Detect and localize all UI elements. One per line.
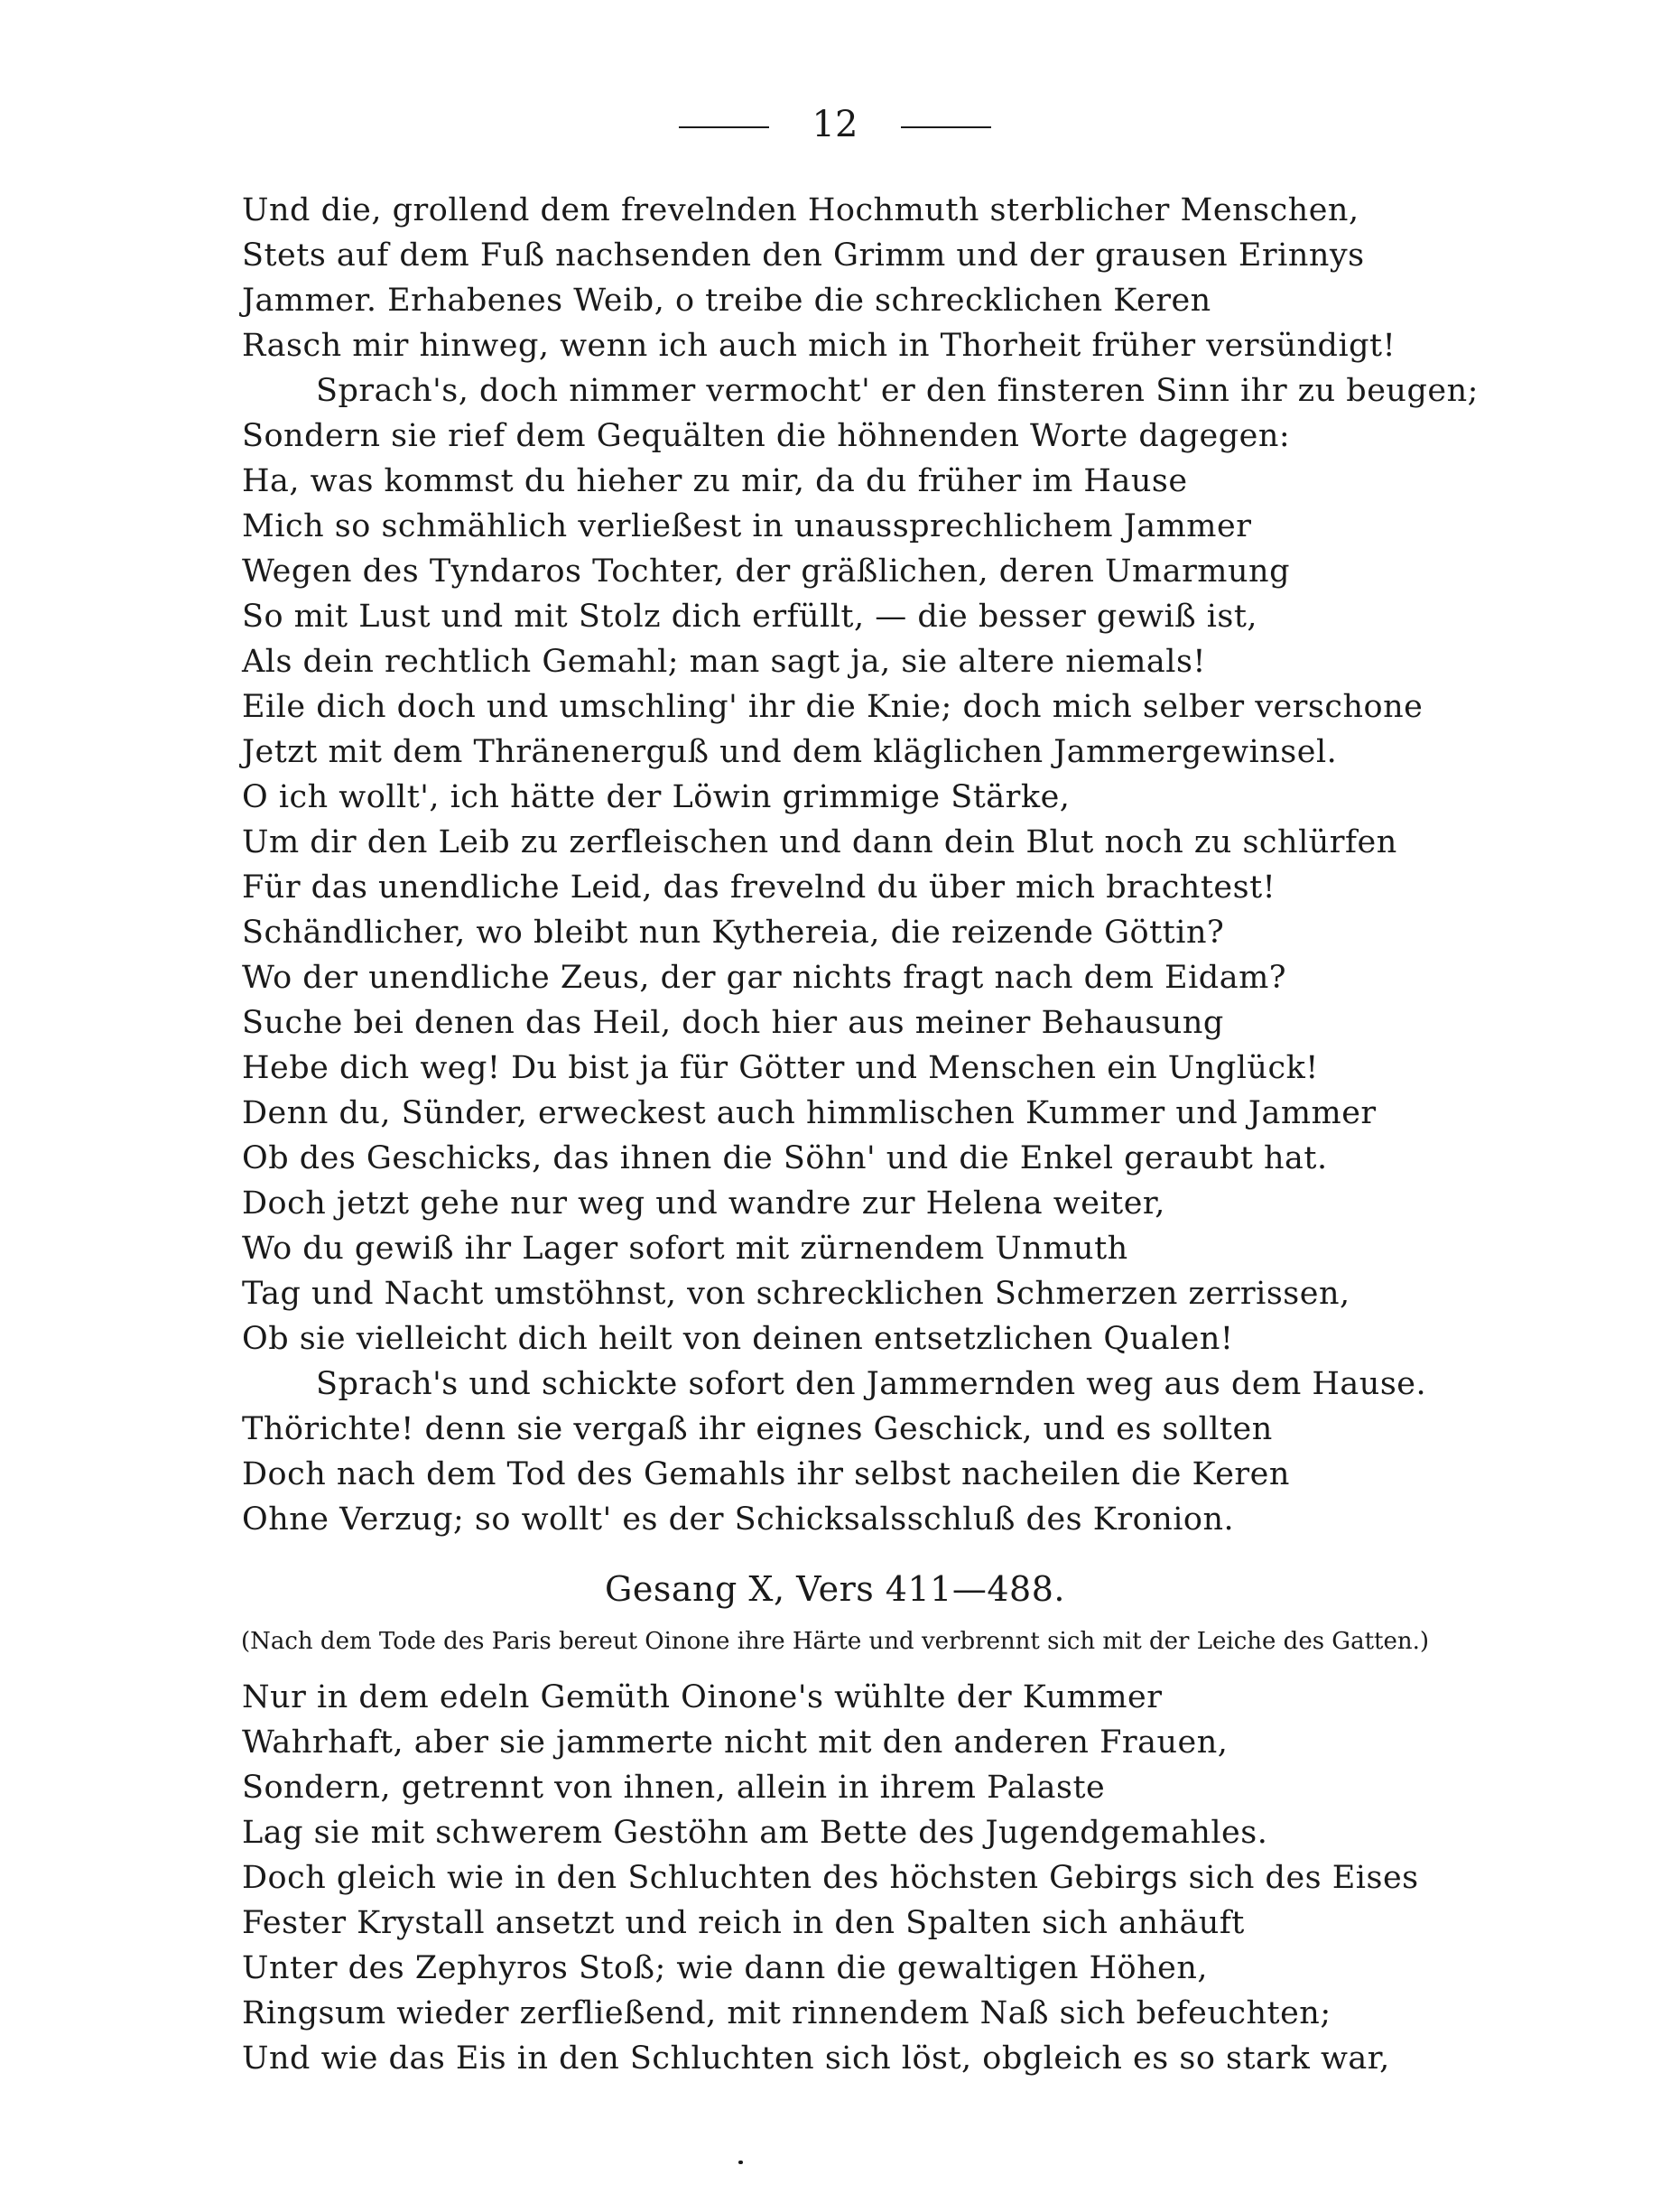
verse-line: Sondern sie rief dem Gequälten die höhnenden Worte dagegen: bbox=[242, 418, 1291, 454]
verse-line: Um dir den Leib zu zerfleischen und dann dein Blut noch zu schlürfen bbox=[242, 824, 1397, 860]
verse-line: Für das unendliche Leid, das frevelnd du über mich brachtest! bbox=[242, 869, 1276, 906]
verse-line: Und wie das Eis in den Schluchten sich löst, obgleich es so stark war, bbox=[242, 2040, 1390, 2077]
verse-line: Suche bei denen das Heil, doch hier aus meiner Behausung bbox=[242, 1005, 1224, 1041]
section-summary-note: (Nach dem Tode des Paris bereut Oinone ihre Härte und verbrennt sich mit der Leiche des Gatten.) bbox=[240, 1628, 1430, 1655]
verse-line: Tag und Nacht umstöhnst, von schrecklichen Schmerzen zerrissen, bbox=[242, 1276, 1350, 1312]
verse-line: Wo du gewiß ihr Lager sofort mit zürnendem Unmuth bbox=[242, 1231, 1128, 1267]
verse-line: Eile dich doch und umschling' ihr die Knie; doch mich selber verschone bbox=[242, 689, 1424, 725]
verse-line: Fester Krystall ansetzt und reich in den Spalten sich anhäuft bbox=[242, 1905, 1245, 1941]
verse-line: Ob des Geschicks, das ihnen die Söhn' und die Enkel geraubt hat. bbox=[242, 1140, 1328, 1176]
verse-line: Thörichte! denn sie vergaß ihr eignes Geschick, und es sollten bbox=[242, 1411, 1273, 1447]
verse-line: Als dein rechtlich Gemahl; man sagt ja, sie altere niemals! bbox=[242, 644, 1206, 680]
verse-line: Sondern, getrennt von ihnen, allein in ihrem Palaste bbox=[242, 1770, 1106, 1806]
verse-line: Denn du, Sünder, erweckest auch himmlischen Kummer und Jammer bbox=[242, 1095, 1377, 1131]
verse-line: Nur in dem edeln Gemüth Oinone's wühlte der Kummer bbox=[242, 1679, 1163, 1715]
verse-line: Jetzt mit dem Thränenerguß und dem kläglichen Jammergewinsel. bbox=[242, 734, 1338, 770]
verse-line: Doch jetzt gehe nur weg und wandre zur Helena weiter, bbox=[242, 1185, 1165, 1222]
header-rule-left bbox=[679, 126, 769, 128]
verse-line: Ringsum wieder zerfließend, mit rinnendem Naß sich befeuchten; bbox=[242, 1995, 1331, 2031]
verse-line: So mit Lust und mit Stolz dich erfüllt, — die besser gewiß ist, bbox=[242, 599, 1258, 635]
verse-line: Wegen des Tyndaros Tochter, der gräßlichen, deren Umarmung bbox=[242, 553, 1290, 590]
verse-line: Hebe dich weg! Du bist ja für Götter und Menschen ein Unglück! bbox=[242, 1050, 1319, 1086]
verse-line: Ha, was kommst du hieher zu mir, da du früher im Hause bbox=[242, 463, 1188, 499]
verse-line: Schändlicher, wo bleibt nun Kythereia, die reizende Göttin? bbox=[242, 915, 1225, 951]
header-rule-right bbox=[901, 126, 991, 128]
verse-line: Sprach's und schickte sofort den Jammernden weg aus dem Hause. bbox=[316, 1366, 1427, 1402]
poem-part-1 bbox=[242, 188, 1524, 1542]
verse-line: Stets auf dem Fuß nachsenden den Grimm und der grausen Erinnys bbox=[242, 237, 1365, 274]
print-speck bbox=[738, 2161, 743, 2164]
verse-line: Ohne Verzug; so wollt' es der Schicksalsschluß des Kronion. bbox=[242, 1501, 1235, 1538]
verse-line: Doch gleich wie in den Schluchten des höchsten Gebirgs sich des Eises bbox=[242, 1860, 1419, 1896]
verse-line: Wo der unendliche Zeus, der gar nichts fragt nach dem Eidam? bbox=[242, 960, 1287, 996]
verse-line: Und die, grollend dem frevelnden Hochmuth sterblicher Menschen, bbox=[242, 192, 1359, 228]
verse-line: Mich so schmählich verließest in unaussprechlichem Jammer bbox=[242, 508, 1252, 544]
section-heading: Gesang X, Vers 411—488. bbox=[605, 1569, 1065, 1609]
poem-part-2 bbox=[242, 1675, 1524, 2081]
page-number: 12 bbox=[812, 104, 858, 145]
verse-line: Jammer. Erhabenes Weib, o treibe die schrecklichen Keren bbox=[242, 283, 1211, 319]
verse-line: Unter des Zephyros Stoß; wie dann die gewaltigen Höhen, bbox=[242, 1950, 1209, 1986]
verse-line: Lag sie mit schwerem Gestöhn am Bette des Jugendgemahles. bbox=[242, 1815, 1268, 1851]
verse-line: Wahrhaft, aber sie jammerte nicht mit den anderen Frauen, bbox=[242, 1724, 1229, 1761]
page-header bbox=[0, 98, 1670, 152]
verse-line: Ob sie vielleicht dich heilt von deinen entsetzlichen Qualen! bbox=[242, 1321, 1234, 1357]
verse-line: O ich wollt', ich hätte der Löwin grimmige Stärke, bbox=[242, 779, 1071, 815]
verse-line: Rasch mir hinweg, wenn ich auch mich in Thorheit früher versündigt! bbox=[242, 328, 1396, 364]
verse-line: Sprach's, doch nimmer vermocht' er den finsteren Sinn ihr zu beugen; bbox=[316, 373, 1479, 409]
verse-line: Doch nach dem Tod des Gemahls ihr selbst nacheilen die Keren bbox=[242, 1456, 1290, 1492]
